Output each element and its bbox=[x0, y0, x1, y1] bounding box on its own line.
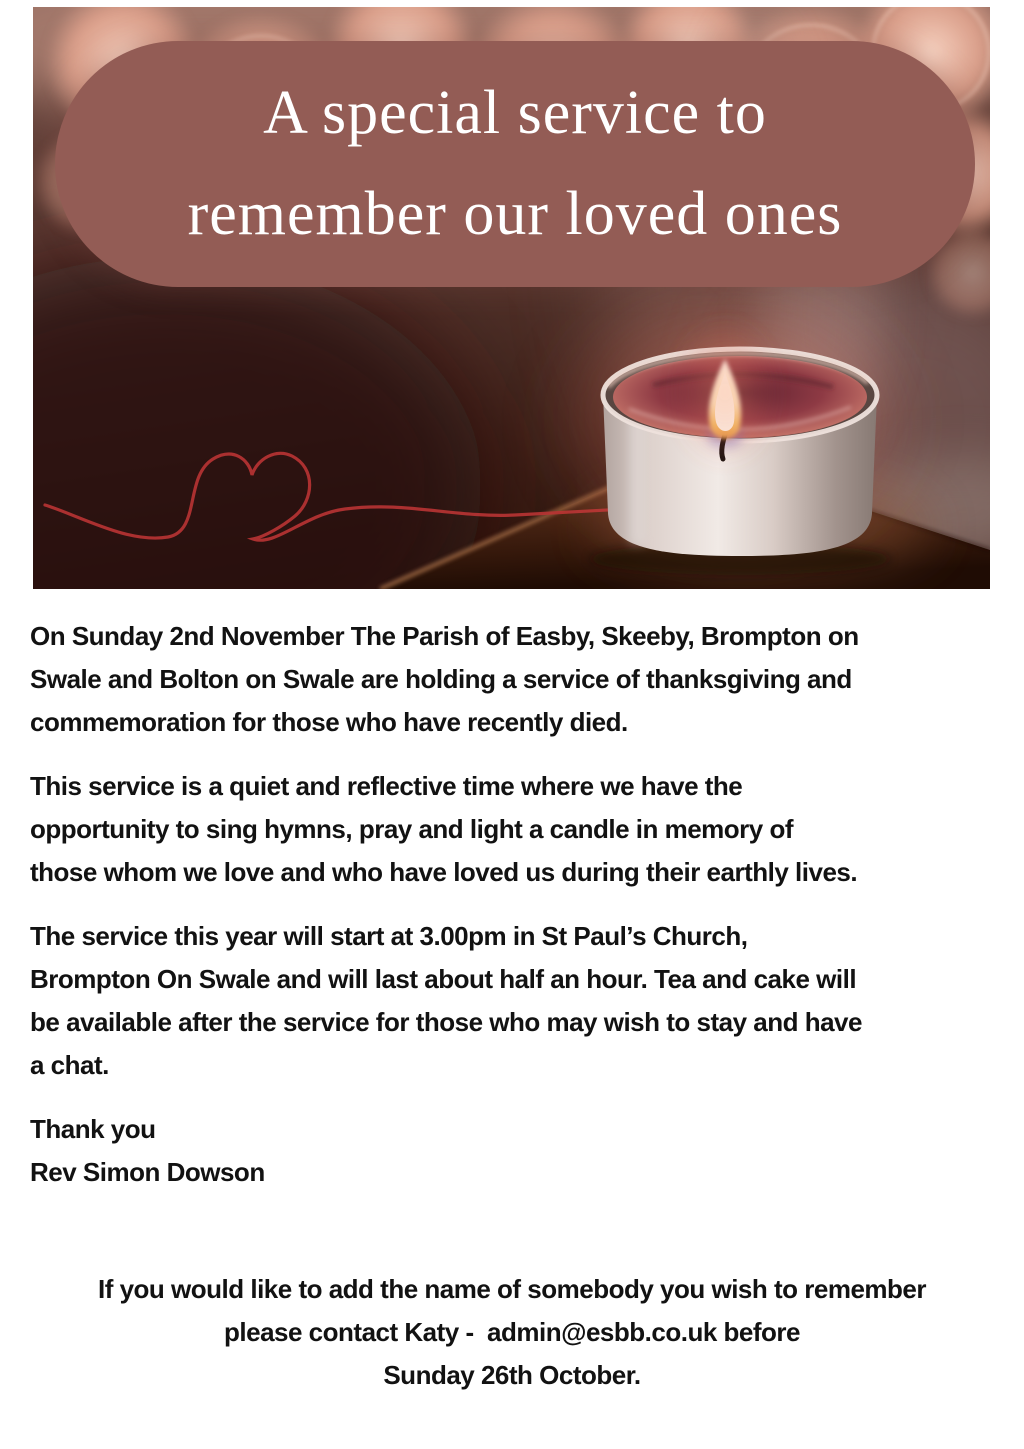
title-line-1: A special service to bbox=[263, 79, 767, 147]
signoff-thanks: Thank you bbox=[30, 1114, 156, 1144]
text-line: a chat. bbox=[30, 1050, 109, 1080]
text-line: commemoration for those who have recently died. bbox=[30, 707, 628, 737]
text-line: The service this year will start at 3.00pm in St Paul’s Church, bbox=[30, 921, 748, 951]
closing-line: If you would like to add the name of somebody you wish to remember bbox=[97, 1274, 926, 1304]
paragraph-intro bbox=[30, 615, 994, 744]
text-line: those whom we love and who have loved us during their earthly lives. bbox=[30, 857, 858, 887]
title-line-2: remember our loved ones bbox=[187, 180, 843, 248]
paragraph-service-details bbox=[30, 915, 994, 1087]
title-banner bbox=[55, 41, 975, 287]
closing-line-deadline: Sunday 26th October. bbox=[383, 1360, 641, 1390]
closing-line-contact-email: please contact Katy - admin@esbb.co.uk before bbox=[224, 1317, 800, 1347]
hero-photo bbox=[33, 7, 990, 589]
text-line: Brompton On Swale and will last about half an hour. Tea and cake will bbox=[30, 964, 857, 994]
text-line: On Sunday 2nd November The Parish of Easby, Skeeby, Brompton on bbox=[30, 621, 859, 651]
text-line: opportunity to sing hymns, pray and light a candle in memory of bbox=[30, 814, 794, 844]
text-line: Swale and Bolton on Swale are holding a service of thanksgiving and bbox=[30, 664, 852, 694]
tealight-candle bbox=[533, 265, 933, 575]
closing-note bbox=[30, 1268, 994, 1397]
signoff-name: Rev Simon Dowson bbox=[30, 1157, 265, 1187]
signoff bbox=[30, 1108, 994, 1194]
text-line: be available after the service for those who may wish to stay and have bbox=[30, 1007, 862, 1037]
paragraph-service-description bbox=[30, 765, 994, 894]
flyer-body bbox=[0, 589, 1024, 1397]
text-line: This service is a quiet and reflective time where we have the bbox=[30, 771, 743, 801]
